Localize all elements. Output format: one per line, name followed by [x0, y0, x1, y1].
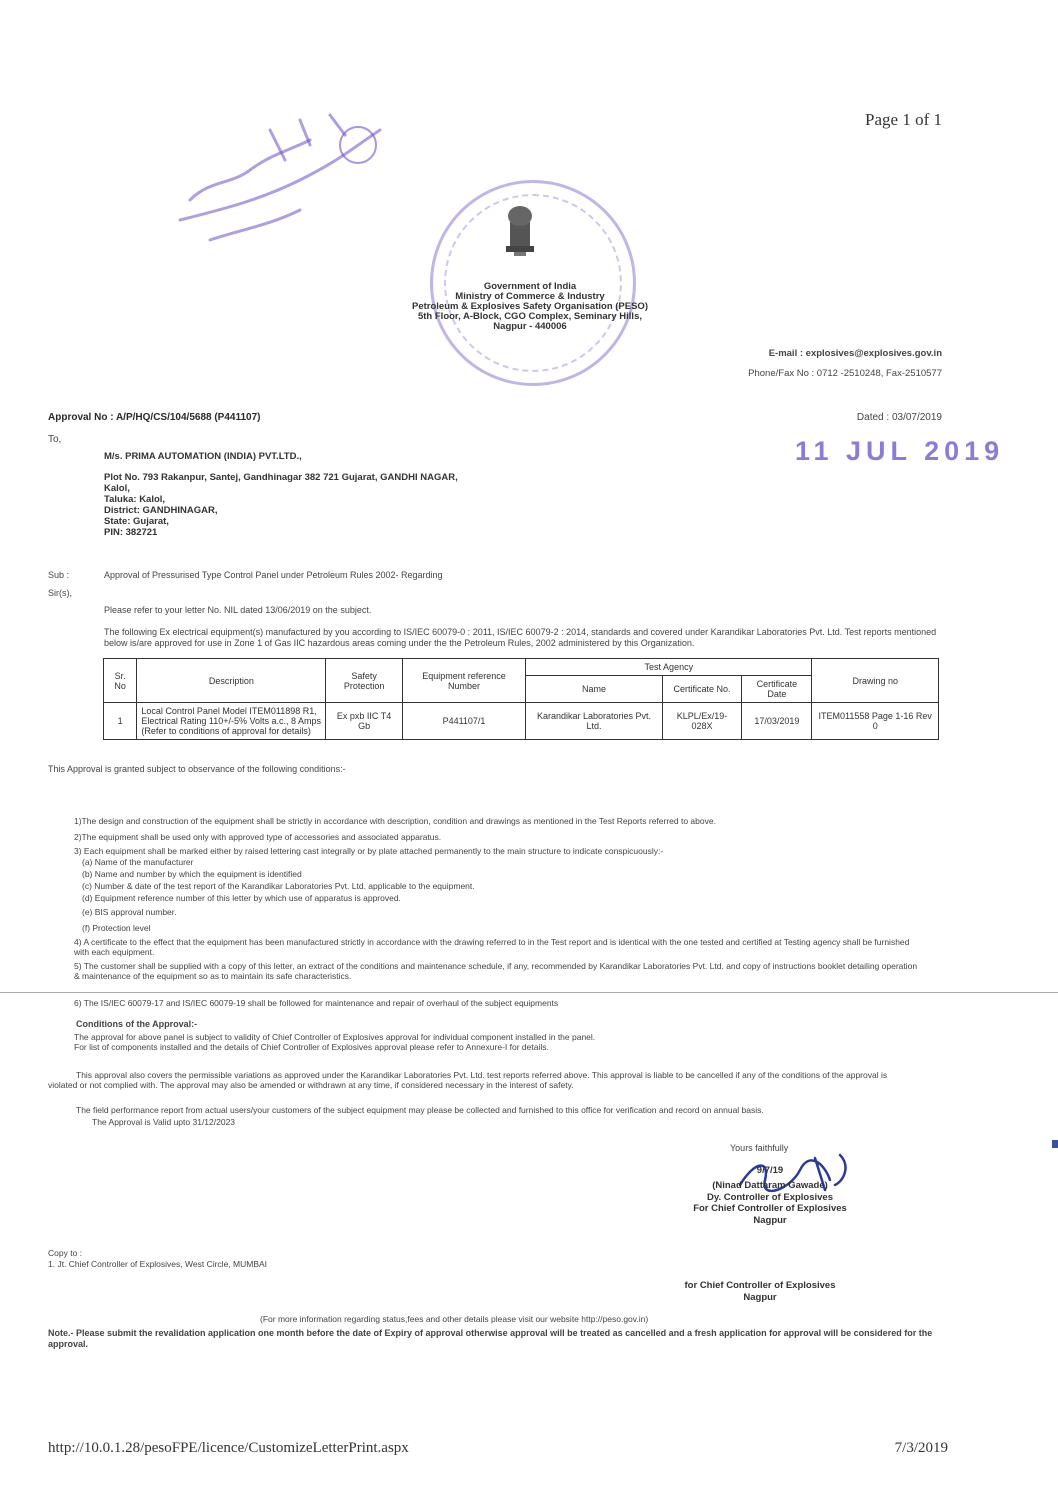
org-line: Nagpur - 440006: [493, 321, 567, 332]
reference-line: Please refer to your letter No. NIL dated 13/06/2019 on the subject.: [104, 605, 372, 615]
recipient-address: [104, 451, 458, 538]
copy-to-label: Copy to :: [48, 1248, 83, 1258]
cell-safety: Ex pxb IIC T4 Gb: [326, 703, 402, 740]
condition-3b: (b) Name and number by which the equipment is identified: [82, 869, 302, 879]
handwritten-date: 9/7/19: [756, 1165, 784, 1176]
handwritten-stamp-mark: [150, 90, 400, 260]
for-cce-place: Nagpur: [743, 1292, 777, 1303]
address-line: District: GANDHINAGAR,: [104, 505, 218, 516]
address-line: Kalol,: [104, 483, 130, 494]
variations-paragraph: This approval also covers the permissible variations as approved under the Karandikar Laboratories Pvt. Ltd. test reports referred above. This approval is liable to be cancelled if any of the conditions of the approval is violated or not complied with. The approval may also be amended or withdrawn at any time, if considered necessary in the interest of safety.: [48, 1070, 888, 1090]
cell-certificate-date: 17/03/2019: [742, 703, 812, 740]
for-cce-line: for Chief Controller of Explosives: [684, 1280, 836, 1291]
copy-to-line: 1. Jt. Chief Controller of Explosives, West Circle, MUMBAI: [48, 1259, 268, 1269]
col-certificate-no: Certificate No.: [662, 676, 742, 703]
org-line: Government of India: [483, 281, 577, 292]
condition-3a: (a) Name of the manufacturer: [82, 857, 194, 867]
to-label: To,: [48, 434, 62, 445]
subject-text: Approval of Pressurised Type Control Panel under Petroleum Rules 2002- Regarding: [104, 570, 443, 580]
col-reference: Equipment reference Number: [402, 659, 525, 703]
col-test-agency: Test Agency: [526, 659, 812, 676]
granted-text: This Approval is granted subject to observance of the following conditions:-: [48, 764, 346, 774]
coa-line: The approval for above panel is subject to validity of Chief Controller of Explosives approval for individual component installed in the panel.: [74, 1032, 596, 1042]
contact-email: E-mail : explosives@explosives.gov.in: [768, 348, 942, 359]
col-sr: Sr. No: [104, 659, 137, 703]
received-date-stamp: 11 JUL 2019: [795, 436, 1005, 466]
revalidation-note: Note.- Please submit the revalidation application one month before the date of Expiry of approval otherwise approval will be treated as cancelled and a fresh application for approval will be considered for the approval.: [48, 1328, 933, 1349]
address-line: Taluka: Kalol,: [104, 494, 166, 505]
signatory-place: Nagpur: [753, 1215, 787, 1226]
signatory-designation: Dy. Controller of Explosives: [707, 1192, 833, 1203]
col-safety: Safety Protection: [326, 659, 402, 703]
condition-4: 4) A certificate to the effect that the equipment has been manufactured strictly in accordance with the drawing referred to in the Test report and is identical with the one tested and certified at Testing agency shall be furnished with each equipment.: [74, 937, 910, 957]
col-agency-name: Name: [526, 676, 663, 703]
letter-date: Dated : 03/07/2019: [856, 412, 942, 423]
condition-3e: (e) BIS approval number.: [82, 907, 177, 917]
address-line: PIN: 382721: [104, 527, 158, 538]
condition-3c: (c) Number & date of the test report of the Karandikar Laboratories Pvt. Ltd. applicable to the equipment.: [82, 881, 475, 891]
yours-faithfully: Yours faithfully: [730, 1143, 789, 1153]
recipient-name: M/s. PRIMA AUTOMATION (INDIA) PVT.LTD.,: [104, 451, 302, 462]
more-info-line: (For more information regarding status,fees and other details please visit our website http://peso.gov.in): [260, 1314, 649, 1324]
intro-paragraph: The following Ex electrical equipment(s) manufactured by you according to IS/IEC 60079-0 : 2011, IS/IEC 60079-2 : 2014, standards and covered under Karandikar Laboratories Pvt. Ltd. Test reports mentioned below is/are approved for use in Zone 1 of Gas IIC hazardous areas coming under the the Petroleum Rules, 2002 administered by this Organization.: [104, 627, 937, 648]
coa-line: For list of components installed and the details of Chief Controller of Explosives approval please refer to Annexure-I for details.: [74, 1042, 549, 1052]
organisation-header: [350, 282, 710, 332]
org-line: Petroleum & Explosives Safety Organisation (PESO): [412, 301, 648, 312]
national-emblem-icon: [500, 200, 540, 260]
cell-sr: 1: [104, 703, 137, 740]
condition-3f: (f) Protection level: [82, 923, 151, 933]
condition-3: 3) Each equipment shall be marked either by raised lettering cast integrally or by plate attached permanently to the main structure to indicate conspicuously:-: [74, 846, 664, 856]
approval-number: Approval No : A/P/HQ/CS/104/5688 (P441107): [48, 412, 261, 423]
signatory-for: For Chief Controller of Explosives: [693, 1203, 847, 1214]
validity-line: The Approval is Valid upto 31/12/2023: [92, 1117, 236, 1127]
coa-title: Conditions of the Approval:-: [76, 1019, 198, 1029]
address-line: Plot No. 793 Rakanpur, Santej, Gandhinagar 382 721 Gujarat, GANDHI NAGAR,: [104, 472, 458, 483]
subject-label: Sub :: [48, 570, 70, 580]
footer-url: http://10.0.1.28/pesoFPE/licence/CustomizeLetterPrint.aspx: [48, 1440, 409, 1456]
org-line: 5th Floor, A-Block, CGO Complex, Seminary Hills,: [417, 311, 642, 322]
salutation: Sir(s),: [48, 588, 72, 598]
table-row: [104, 703, 939, 740]
org-line: Ministry of Commerce & Industry: [455, 291, 605, 302]
cell-agency-name: Karandikar Laboratories Pvt. Ltd.: [526, 703, 663, 740]
scan-edge-mark: [1052, 1140, 1058, 1148]
condition-1: 1)The design and construction of the equipment shall be strictly in accordance with description, condition and drawings as mentioned in the Test Reports referred to above.: [74, 816, 716, 826]
address-line: State: Gujarat,: [104, 516, 169, 527]
cell-reference: P441107/1: [402, 703, 525, 740]
contact-phone: Phone/Fax No : 0712 -2510248, Fax-2510577: [748, 368, 942, 379]
condition-3d: (d) Equipment reference number of this letter by which use of apparatus is approved.: [82, 893, 401, 903]
condition-6: 6) The IS/IEC 60079-17 and IS/IEC 60079-19 shall be followed for maintenance and repair of overhaul of the subject equipments: [74, 998, 559, 1008]
condition-5: 5) The customer shall be supplied with a copy of this letter, an extract of the conditions and maintenance schedule, if any, recommended by Karandikar Laboratories Pvt. Ltd. and copy of instructions booklet detailing operation & maintenance of the equipment so as to maintain its safe characteristics.: [74, 961, 918, 981]
page-number: Page 1 of 1: [865, 110, 942, 129]
condition-2: 2)The equipment shall be used only with approved type of accessories and associated apparatus.: [74, 832, 442, 842]
signatory-name: (Ninad Dattaram Gawade): [712, 1180, 828, 1191]
col-description: Description: [137, 659, 326, 703]
footer-date: 7/3/2019: [894, 1440, 948, 1456]
cell-certificate-no: KLPL/Ex/19-028X: [662, 703, 742, 740]
cell-description: Local Control Panel Model ITEM011898 R1, Electrical Rating 110+/-5% Volts a.c., 8 Amps (Refer to conditions of approval for details): [137, 703, 326, 740]
col-certificate-date: Certificate Date: [742, 676, 812, 703]
field-report-paragraph: The field performance report from actual users/your customers of the subject equipment may please be collected and furnished to this office for verification and record on annual basis.: [76, 1105, 764, 1115]
col-drawing: Drawing no: [812, 659, 939, 703]
divider-line: [0, 992, 1058, 993]
equipment-table: [103, 658, 939, 740]
cell-drawing: ITEM011558 Page 1-16 Rev 0: [812, 703, 939, 740]
